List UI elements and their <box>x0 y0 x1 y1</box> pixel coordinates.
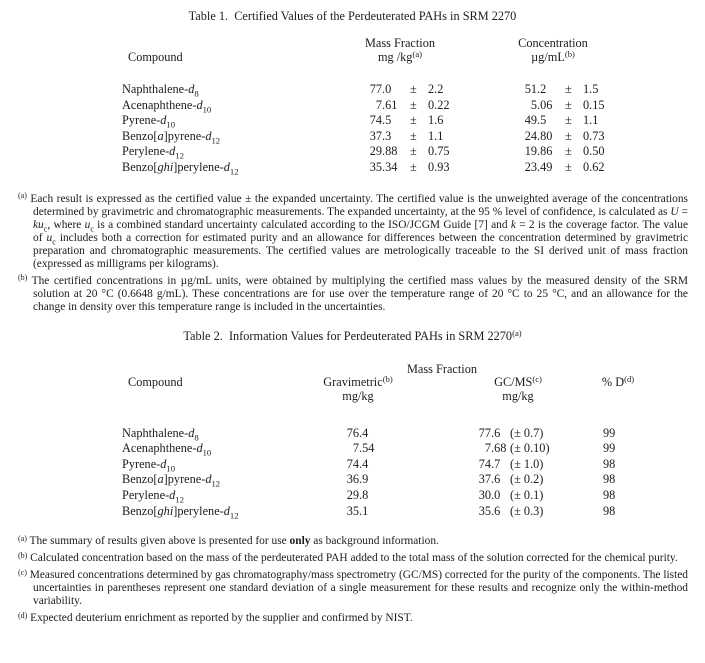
gcms-value: 35.6 <box>478 503 501 518</box>
table2-body <box>0 426 705 520</box>
column-spacer <box>380 472 477 488</box>
gravimetric-label: Gravimetric$^{(b)}$ <box>323 374 393 390</box>
plus-minus-sign: ± <box>410 144 417 159</box>
compound-cell: Naphthalene-$d_8$ <box>122 425 199 443</box>
column-spacer <box>572 426 603 442</box>
gcms-uncertainty: (± 0.7) <box>510 425 544 440</box>
footnote <box>18 272 688 314</box>
percent-d-value: 98 <box>603 503 616 518</box>
mass-fraction-value: 37.3 <box>369 128 392 143</box>
footnote <box>18 190 689 271</box>
table1-header-compound: Compound <box>128 49 183 64</box>
footnote-marker: (d) <box>18 610 28 620</box>
concentration-uncertainty: 1.5 <box>583 82 599 96</box>
footnote-text: Expected deuterium enrichment as reported by the supplier and confirmed by NIST. <box>30 612 413 625</box>
concentration-value: 24.80 <box>524 128 553 143</box>
table2-header-gcms <box>494 376 542 403</box>
mass-fraction-value: 74.5 <box>369 113 392 128</box>
table2-footnotes <box>18 535 688 625</box>
concentration-uncertainty: 0.73 <box>583 128 605 143</box>
gravimetric-value: 76.4 <box>346 425 369 440</box>
gcms-label: GC/MS$^{(c)}$ <box>494 374 542 390</box>
plus-minus-sign: ± <box>565 144 572 159</box>
column-spacer <box>572 488 603 504</box>
column-spacer <box>486 113 523 129</box>
table2-header-percent-d: % $D^{(d)}$ <box>601 374 635 390</box>
column-spacer <box>380 457 477 473</box>
column-spacer <box>486 98 523 114</box>
gcms-value: 74.7 <box>478 456 501 471</box>
table1-header-mass-fraction <box>365 37 435 64</box>
plus-minus-sign: ± <box>410 113 417 128</box>
column-spacer <box>486 144 523 160</box>
concentration-value: 51.2 <box>524 82 547 96</box>
footnote <box>18 535 688 548</box>
percent-d-value: 98 <box>603 456 616 471</box>
plus-minus-sign: ± <box>565 128 572 143</box>
gcms-uncertainty: (± 0.10) <box>510 441 550 456</box>
table-row <box>0 504 705 520</box>
table-row <box>0 113 705 129</box>
mass-fraction-uncertainty: 0.93 <box>428 159 450 174</box>
concentration-uncertainty: 0.50 <box>583 144 605 159</box>
gcms-value: 37.6 <box>478 472 501 487</box>
column-spacer <box>572 504 603 520</box>
percent-d-value: 99 <box>603 441 616 456</box>
table-row <box>0 160 705 176</box>
compound-cell: $Benzo[ghi]perylene-d_{12}$ <box>122 503 239 520</box>
mass-fraction-unit: mg $/kg^{(a)}$ <box>377 48 423 64</box>
mass-fraction-value: 77.0 <box>369 82 392 96</box>
table-row <box>0 144 705 160</box>
footnote-marker: (a) <box>18 190 27 200</box>
table-row <box>0 426 705 442</box>
gcms-value: 7.68 <box>484 441 507 456</box>
footnote-text: Measured concentrations determined by gas chromatography/mass spectrometry (GC/MS) corrected for the purity of the components. The listed uncertainties in parentheses represent one standard deviation of a single measurement for these results and recognize only the within-method variability. <box>29 569 688 608</box>
compound-cell: $Benzo[a]pyrene-d_{12}$ <box>122 472 221 489</box>
footnote-text: The certified concentrations in µg/mL units, were obtained by multiplying the certified mass values by the measured density of the SRM solution at 20 °C (0.6648 g/mL). These concentrations are for use over the temperature range of 20 °C to 25 °C, and an allowance for the change in density over this temperature range is included in the uncertainties. <box>31 274 688 313</box>
plus-minus-sign: ± <box>410 159 417 174</box>
plus-minus-sign: ± <box>410 128 417 143</box>
column-spacer <box>572 457 603 473</box>
percent-d-value: 98 <box>603 472 616 487</box>
column-spacer <box>380 504 477 520</box>
gravimetric-value: 74.4 <box>346 456 369 471</box>
table-row <box>0 82 705 98</box>
column-spacer <box>380 488 477 504</box>
table-row <box>0 472 705 488</box>
concentration-unit: $\mu g/mL^{(b)}$ <box>531 48 575 64</box>
footnote <box>18 612 688 625</box>
compound-cell: Pyrene-$d_{10}$ <box>122 456 176 474</box>
table2-title: Table 2. Information Values for Perdeuterated PAHs in SRM 2270$^{(a)}$ <box>183 327 522 343</box>
table1-title: Table 1. Certified Values of the Perdeuterated PAHs in SRM 2270 <box>188 9 517 23</box>
footnote-marker: (a) <box>18 533 27 543</box>
plus-minus-sign: ± <box>565 82 572 96</box>
plus-minus-sign: ± <box>410 97 417 112</box>
table2-header-compound: Compound <box>128 375 183 390</box>
gcms-uncertainty: (± 0.3) <box>510 503 544 518</box>
table1-header <box>0 37 705 65</box>
concentration-uncertainty: 1.1 <box>583 113 599 128</box>
mass-fraction-uncertainty: 0.75 <box>428 144 450 159</box>
mass-fraction-uncertainty: 1.1 <box>428 128 444 143</box>
compound-cell: $Benzo[a]pyrene-d_{12}$ <box>122 128 221 146</box>
concentration-label: Concentration <box>518 36 588 50</box>
compound-cell: Perylene-$d_{12}$ <box>122 487 184 505</box>
compound-cell: Naphthalene-$d_8$ <box>122 82 199 99</box>
concentration-value: 23.49 <box>524 159 553 174</box>
plus-minus-sign: ± <box>565 159 572 174</box>
gcms-unit: mg/kg <box>502 388 534 403</box>
compound-cell: Acenaphthene-$d_{10}$ <box>122 97 212 115</box>
table2-header <box>0 363 705 404</box>
footnote-text: Calculated concentration based on the mass of the perdeuterated PAH added to the total mass of the solution corrected for the chemical purity. <box>30 552 678 565</box>
gravimetric-value: 7.54 <box>352 441 375 456</box>
mass-fraction-value: 29.88 <box>369 144 398 159</box>
mass-fraction-value: 35.34 <box>369 159 398 174</box>
gcms-uncertainty: (± 1.0) <box>510 456 544 471</box>
compound-cell: $Benzo[ghi]perylene-d_{12}$ <box>122 159 239 177</box>
column-spacer <box>572 472 603 488</box>
column-spacer <box>486 129 523 145</box>
mass-fraction-value: 7.61 <box>375 97 398 112</box>
compound-cell: Acenaphthene-$d_{10}$ <box>122 441 212 458</box>
mass-fraction-uncertainty: 2.2 <box>428 82 444 96</box>
gcms-value: 30.0 <box>478 487 501 502</box>
gcms-value: 77.6 <box>478 425 501 440</box>
footnote-marker: (c) <box>18 567 27 577</box>
table2-mass-fraction-span-header: Mass Fraction <box>406 361 478 376</box>
footnote-marker: (b) <box>18 550 28 560</box>
concentration-uncertainty: 0.62 <box>583 159 605 174</box>
percent-d-value: 98 <box>603 487 616 502</box>
gravimetric-value: 29.8 <box>346 487 369 502</box>
table1-footnotes <box>18 190 689 314</box>
gravimetric-value: 35.1 <box>346 503 369 518</box>
compound-cell: Perylene-$d_{12}$ <box>122 144 184 161</box>
table-row <box>0 98 705 114</box>
footnote-marker: (b) <box>18 272 28 282</box>
table-row <box>0 488 705 504</box>
table2-header-gravimetric <box>323 376 392 403</box>
concentration-uncertainty: 0.15 <box>583 97 605 112</box>
plus-minus-sign: ± <box>565 113 572 128</box>
table-row <box>0 457 705 473</box>
concentration-value: 5.06 <box>530 97 553 112</box>
concentration-value: 49.5 <box>524 113 547 128</box>
footnote-text: The summary of results given above is presented for use only as background information. <box>29 535 439 548</box>
column-spacer <box>572 441 603 457</box>
gcms-uncertainty: (± 0.1) <box>510 487 544 502</box>
mass-fraction-uncertainty: 0.22 <box>428 97 450 112</box>
footnote-text: Each result is expressed as the certified value ± the expanded uncertainty. The certified value is the unweighted average of the concentrations determined by gravimetric and chromatographic measurements. The expanded uncertainty, at the 95 % level of confidence, is calculated as $U = ku_c$, where $u_c$ is a combined standard uncertainty calculated according to the ISO/JCGM Guide [7] and k = 2 is the coverage factor. The value of $u_c$ includes both a correction for estimated purity and an allowance for differences between the concentration determined by gravimetric preparation and chromatographic measurements. The certified values are metrologically traceable to the SI derived unit of mass fraction (expressed as milligrams per kilograms). <box>30 192 689 270</box>
gravimetric-unit: mg/kg <box>342 388 374 403</box>
plus-minus-sign: ± <box>565 97 572 112</box>
compound-cell: Pyrene-$d_{10}$ <box>122 113 176 130</box>
table-row <box>0 441 705 457</box>
mass-fraction-uncertainty: 1.6 <box>428 113 444 128</box>
concentration-value: 19.86 <box>524 144 553 159</box>
plus-minus-sign: ± <box>410 82 417 96</box>
column-spacer <box>380 441 477 457</box>
column-spacer <box>486 82 523 98</box>
table1-body <box>0 82 705 176</box>
gcms-uncertainty: (± 0.2) <box>510 472 544 487</box>
footnote <box>18 552 688 565</box>
column-spacer <box>486 160 523 176</box>
column-spacer <box>380 426 477 442</box>
table-row <box>0 129 705 145</box>
gravimetric-value: 36.9 <box>346 472 369 487</box>
footnote <box>18 569 688 608</box>
table1-header-concentration <box>518 37 588 64</box>
percent-d-value: 99 <box>603 425 616 440</box>
mass-fraction-label: Mass Fraction <box>364 36 436 50</box>
